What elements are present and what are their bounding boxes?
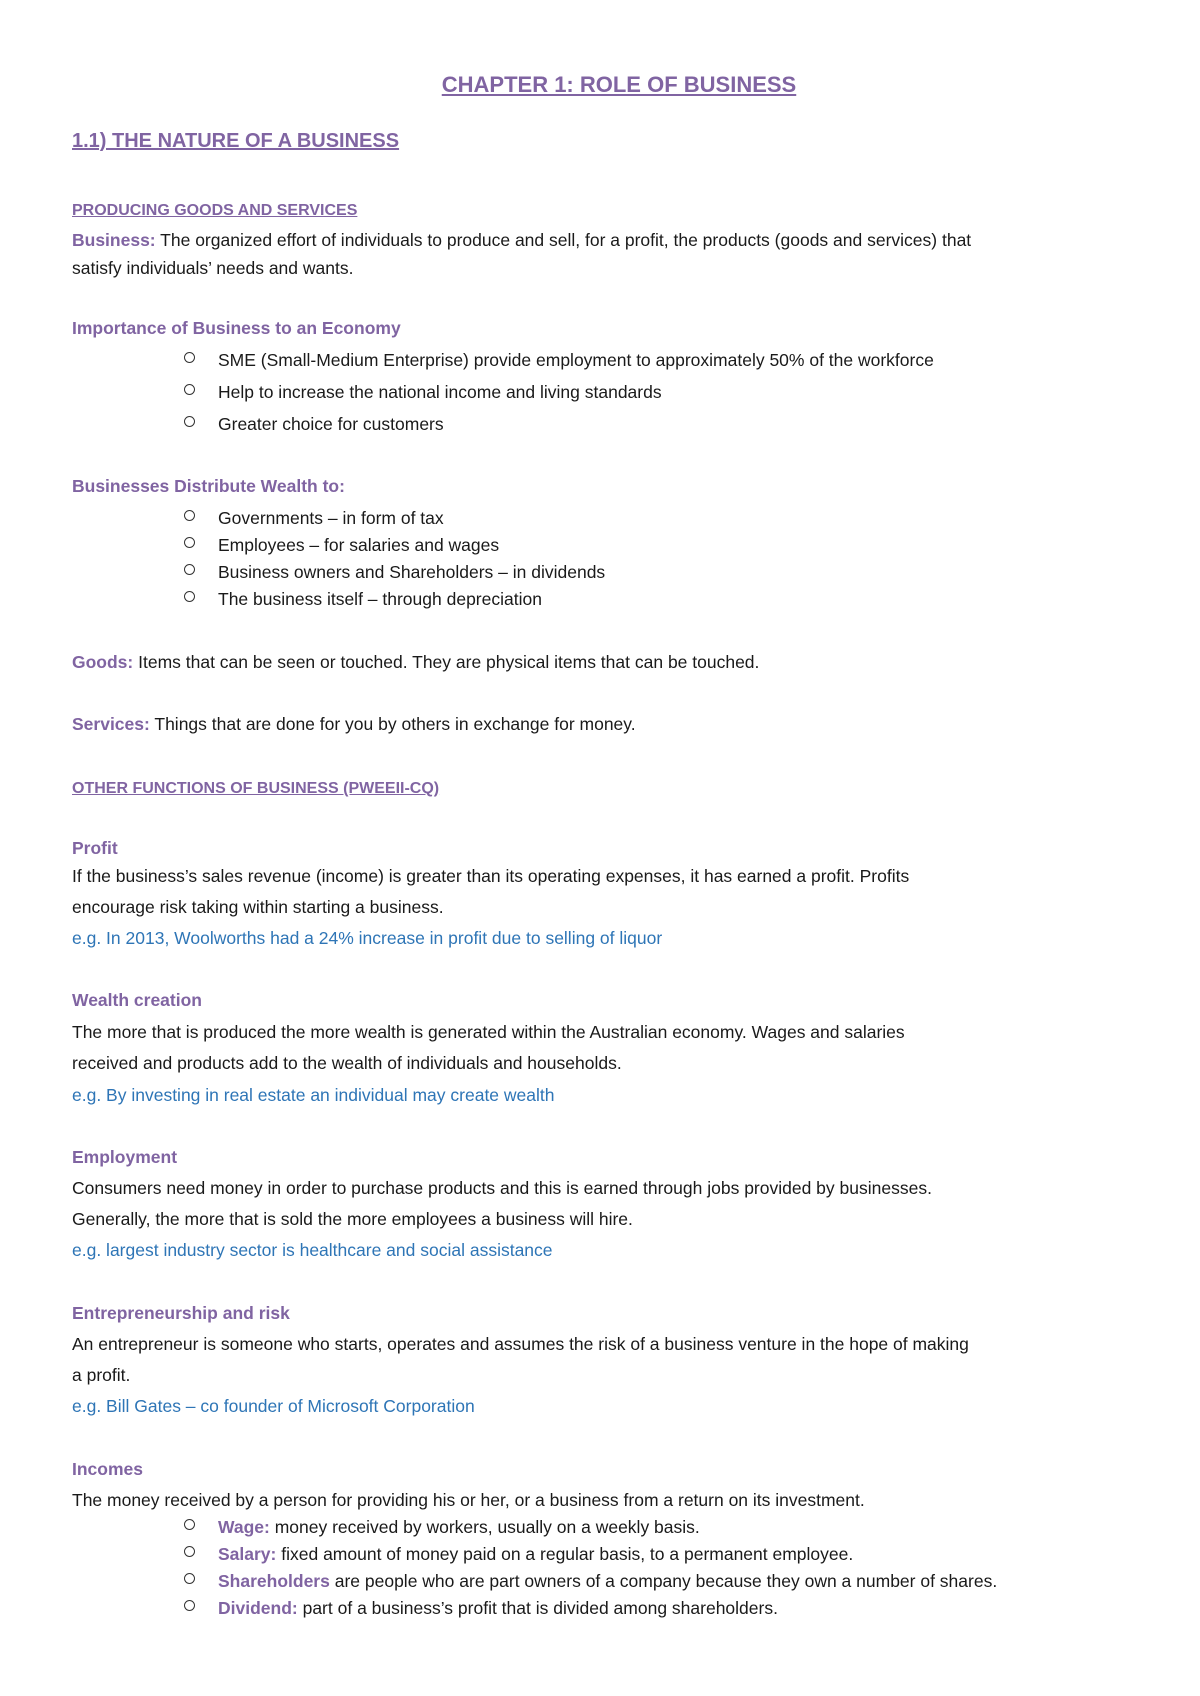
bullet-icon xyxy=(184,1519,195,1530)
bullet-icon xyxy=(184,352,195,363)
incomes-line1: The money received by a person for providing his or her, or a business from a return on its investment. xyxy=(72,1490,865,1510)
bullet-icon xyxy=(184,1600,195,1611)
bullet-icon xyxy=(184,510,195,521)
list-item: Employees – for salaries and wages xyxy=(218,535,499,556)
entrepreneurship-line1: An entrepreneur is someone who starts, operates and assumes the risk of a business venture in the hope of making xyxy=(72,1334,969,1354)
producing-heading: PRODUCING GOODS AND SERVICES xyxy=(72,202,358,219)
employment-example: e.g. largest industry sector is healthcare and social assistance xyxy=(72,1240,553,1260)
employment-heading: Employment xyxy=(72,1147,178,1167)
bullet-icon xyxy=(184,1573,195,1584)
list-item: Dividend: part of a business’s profit that is divided among shareholders. xyxy=(218,1598,778,1619)
wealth-line1: The more that is produced the more wealth is generated within the Australian economy. Wages and salaries xyxy=(72,1022,905,1042)
goods-definition: Goods: Items that can be seen or touched. They are physical items that can be touched. xyxy=(72,652,760,672)
wealth-line2: received and products add to the wealth of individuals and households. xyxy=(72,1053,622,1073)
chapter-title: CHAPTER 1: ROLE OF BUSINESS xyxy=(441,72,797,97)
wealth-example: e.g. By investing in real estate an individual may create wealth xyxy=(72,1085,555,1105)
list-item: The business itself – through depreciation xyxy=(218,589,542,610)
list-item: SME (Small-Medium Enterprise) provide employment to approximately 50% of the workforce xyxy=(218,350,934,371)
services-definition: Services: Things that are done for you by others in exchange for money. xyxy=(72,714,636,734)
business-definition-line2: satisfy individuals’ needs and wants. xyxy=(72,258,354,278)
entrepreneurship-example: e.g. Bill Gates – co founder of Microsoft Corporation xyxy=(72,1396,475,1416)
bullet-icon xyxy=(184,537,195,548)
bullet-icon xyxy=(184,1546,195,1557)
list-item: Greater choice for customers xyxy=(218,414,444,435)
business-term: Business: xyxy=(72,230,156,250)
goods-term: Goods: xyxy=(72,652,134,672)
list-item: Wage: money received by workers, usually on a weekly basis. xyxy=(218,1517,700,1538)
entrepreneurship-heading: Entrepreneurship and risk xyxy=(72,1303,290,1323)
incomes-heading: Incomes xyxy=(72,1459,143,1479)
distribute-heading: Businesses Distribute Wealth to: xyxy=(72,476,345,496)
profit-example: e.g. In 2013, Woolworths had a 24% increase in profit due to selling of liquor xyxy=(72,928,663,948)
bullet-icon xyxy=(184,564,195,575)
business-definition-line1 xyxy=(72,230,971,250)
other-functions-heading: OTHER FUNCTIONS OF BUSINESS (PWEEII-CQ) xyxy=(72,780,440,797)
section-heading: 1.1) THE NATURE OF A BUSINESS xyxy=(72,130,400,152)
list-item: Governments – in form of tax xyxy=(218,508,444,529)
bullet-icon xyxy=(184,384,195,395)
bullet-icon xyxy=(184,416,195,427)
profit-line1: If the business’s sales revenue (income) is greater than its operating expenses, it has earned a profit. Profits xyxy=(72,866,910,886)
list-item: Business owners and Shareholders – in dividends xyxy=(218,562,605,583)
list-item: Shareholders are people who are part owners of a company because they own a number of shares. xyxy=(218,1571,997,1592)
employment-line1: Consumers need money in order to purchase products and this is earned through jobs provided by businesses. xyxy=(72,1178,932,1198)
list-item: Help to increase the national income and living standards xyxy=(218,382,662,403)
importance-heading: Importance of Business to an Economy xyxy=(72,318,401,338)
services-term: Services: xyxy=(72,714,150,734)
employment-line2: Generally, the more that is sold the more employees a business will hire. xyxy=(72,1209,633,1229)
profit-heading: Profit xyxy=(72,838,118,858)
wealth-heading: Wealth creation xyxy=(72,990,202,1010)
entrepreneurship-line2: a profit. xyxy=(72,1365,131,1385)
bullet-icon xyxy=(184,591,195,602)
business-definition-text: The organized effort of individuals to produce and sell, for a profit, the products (goods and services) that xyxy=(155,230,972,250)
list-item: Salary: fixed amount of money paid on a regular basis, to a permanent employee. xyxy=(218,1544,853,1565)
profit-line2: encourage risk taking within starting a business. xyxy=(72,897,444,917)
